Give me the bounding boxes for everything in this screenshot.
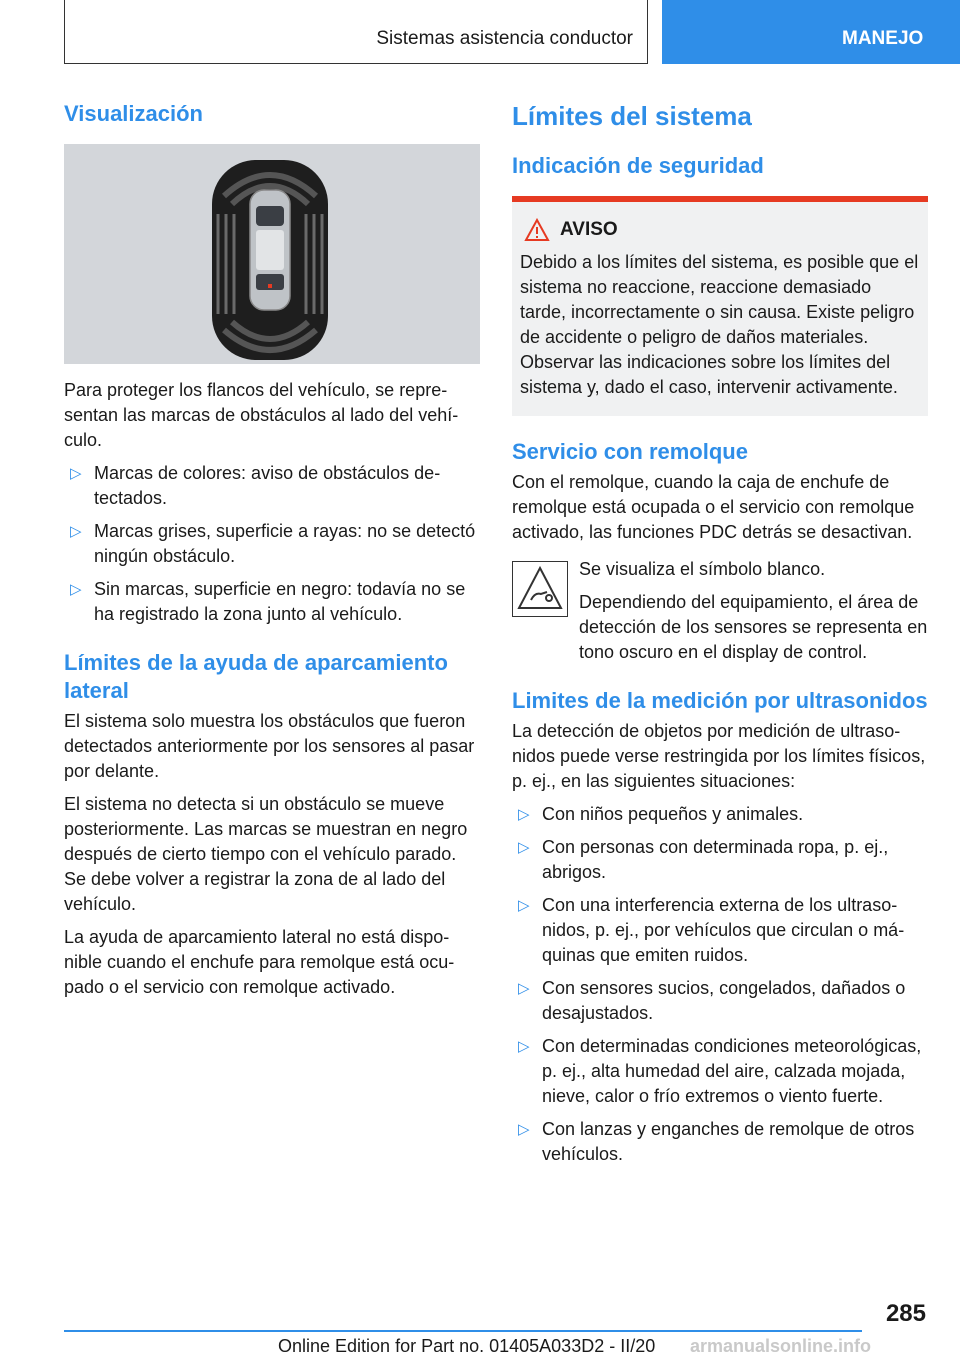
warning-label: AVISO: [560, 219, 618, 240]
page-number: 285: [885, 1300, 926, 1327]
warning-box: [512, 196, 928, 416]
list-item: ▷ Sin marcas, superficie en negro: todavía no se ha registrado la zona junto al vehículo.: [70, 579, 466, 624]
ultrasonidos-list: [512, 802, 928, 1167]
limites-ayuda-paragraph: El sistema no detecta si un obstáculo se mueve posteriormente. Las marcas se muestran en negro después de cierto tiempo con el vehículo parado. Se debe volver a registrar la zona de al lado del vehículo.: [64, 794, 468, 914]
list-item: ▷ Con sensores sucios, congelados, dañados o desajustados.: [518, 978, 906, 1023]
header-section-box: [64, 0, 648, 64]
list-item: ▷ Marcas grises, superficie a rayas: no se detectó ningún obstáculo.: [70, 521, 476, 566]
limites-sistema-heading: Límites del sistema: [512, 101, 752, 131]
warning-text: Debido a los límites del sistema, es posible que el sistema no reaccione, reaccione demasiado tarde, incorrectamente o sin causa. Existe peligro de accidente o peligro de daños materiales. Observar las indicaciones sobre los límites del sistema y, dado el caso, intervenir activamente.: [520, 252, 919, 397]
ultrasonidos-heading: Limites de la medición por ultrasonidos: [512, 688, 928, 713]
bullet-triangle-icon: ▷: [70, 465, 82, 482]
warning-header: [520, 218, 920, 242]
warning-triangle-icon: [524, 218, 550, 242]
bullet-triangle-icon: ▷: [518, 806, 530, 823]
symbol-text-2: Dependiendo del equipamiento, el área de detección de los sensores se representa en tono oscuro en el display de control.: [579, 592, 928, 662]
symbol-text-1: Se visualiza el símbolo blanco.: [579, 559, 826, 579]
chapter-tab[interactable]: [662, 0, 960, 64]
ultrasonidos-intro: La detección de objetos por medición de ultrasonidos puede verse restringida por los límites físicos, p. ej., en las siguientes situaciones:: [512, 721, 926, 791]
bullet-triangle-icon: ▷: [518, 897, 530, 914]
limites-ayuda-heading: Límites de la ayuda de aparcamiento lateral: [64, 650, 448, 703]
remolque-heading: Servicio con remolque: [512, 439, 748, 464]
chapter-tab-label: MANEJO: [842, 28, 924, 49]
list-item: ▷ Con niños pequeños y animales.: [512, 802, 928, 827]
right-column: [512, 100, 928, 1175]
remolque-text: Con el remolque, cuando la caja de enchufe de remolque está ocupada o el servicio con remolque activado, las funciones PDC detrás se desactivan.: [512, 472, 915, 542]
left-column: [64, 100, 480, 1008]
section-title: Sistemas asistencia conductor: [376, 28, 633, 49]
visualizacion-heading: Visualización: [64, 101, 203, 126]
footer-divider: [64, 1330, 862, 1332]
footer-edition: Online Edition for Part no. 01405A033D2 - II/20: [278, 1336, 656, 1356]
trailer-symbol-row: [512, 557, 928, 665]
limites-ayuda-paragraph: El sistema solo muestra los obstáculos que fueron detectados anteriormente por los sensores al pasar por delante.: [64, 711, 475, 781]
bullet-triangle-icon: ▷: [518, 1121, 530, 1138]
seguridad-heading: Indicación de seguridad: [512, 153, 764, 178]
bullet-triangle-icon: ▷: [70, 581, 82, 598]
list-item: ▷ Con determinadas condiciones meteorológicas, p. ej., alta humedad del aire, calzada mojada, nieve, calor o frío extremos o viento fuerte.: [518, 1036, 922, 1106]
bullet-triangle-icon: ▷: [518, 1038, 530, 1055]
parking-view-figure: [64, 144, 480, 364]
list-item: ▷ Con una interferencia externa de los ultrasonidos, p. ej., por vehículos que circulan o máquinas que emiten ruidos.: [518, 895, 905, 965]
watermark: armanualsonline.info: [690, 1336, 872, 1356]
trailer-warning-icon: [512, 561, 568, 617]
limites-ayuda-paragraph: La ayuda de aparcamiento lateral no está disponible cuando el enchufe para remolque está ocupado o el servicio con remolque activado.: [64, 927, 455, 997]
list-item: ▷ Con personas con determinada ropa, p. ej., abrigos.: [518, 837, 889, 882]
bullet-triangle-icon: ▷: [518, 839, 530, 856]
bullet-triangle-icon: ▷: [518, 980, 530, 997]
parking-view-illustration: [64, 144, 480, 364]
visualizacion-intro: Para proteger los flancos del vehículo, se representan las marcas de obstáculos al lado del vehículo.: [64, 380, 459, 450]
bullet-triangle-icon: ▷: [70, 523, 82, 540]
visualizacion-list: [64, 461, 480, 627]
list-item: ▷ Marcas de colores: aviso de obstáculos detectados.: [70, 463, 441, 508]
list-item: ▷ Con lanzas y enganches de remolque de otros vehículos.: [518, 1119, 915, 1164]
